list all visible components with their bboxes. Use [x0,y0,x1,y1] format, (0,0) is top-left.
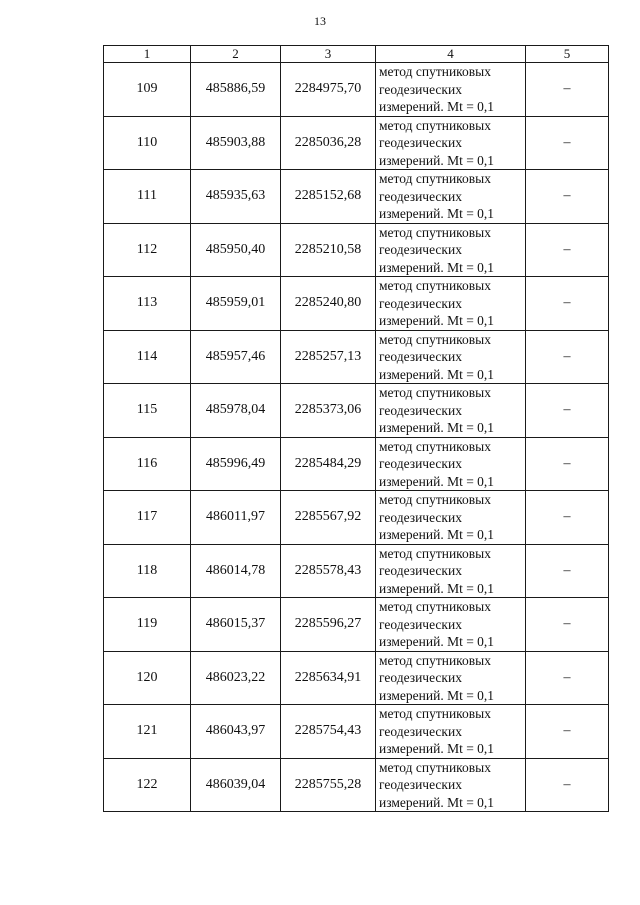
table-row [104,651,609,705]
method-line: метод спутниковых [379,652,491,668]
method-cell [376,170,526,224]
method-line: геодезических [379,242,462,257]
method-line: метод спутниковых [379,331,491,347]
method-line: измерений. Mt = 0,1 [379,99,495,114]
column-header: 5 [526,46,609,63]
point-number-cell: 112 [104,223,191,277]
note-cell: – [526,384,609,438]
method-line: геодезических [379,295,462,311]
x-coordinate-cell: 485935,63 [191,170,281,224]
x-coordinate-cell: 486023,22 [191,651,281,705]
point-number-cell: 110 [104,116,191,170]
point-number-cell: 109 [104,63,191,117]
table-header-row [104,46,609,63]
note-cell: – [526,651,609,705]
method-cell [376,491,526,545]
method-line: геодезических [379,777,462,792]
point-number-cell: 118 [104,544,191,598]
point-number-cell: 111 [104,170,191,224]
method-line: метод спутниковых [379,492,491,507]
point-number-cell: 119 [104,598,191,652]
column-header: 3 [281,46,376,63]
point-number-cell: 116 [104,437,191,491]
method-line: геодезических [379,509,462,525]
x-coordinate-cell: 486014,78 [191,544,281,598]
method-line: геодезических [379,616,462,632]
table-row [104,384,609,438]
table-row [104,437,609,491]
table-row [104,544,609,598]
y-coordinate-cell: 2285257,13 [281,330,376,384]
y-coordinate-cell: 2285755,28 [281,758,376,812]
x-coordinate-cell: 486043,97 [191,705,281,759]
y-coordinate-cell: 2285596,27 [281,598,376,652]
point-number-cell: 121 [104,705,191,759]
method-line: измерений. Mt = 0,1 [379,580,495,596]
y-coordinate-cell: 2285567,92 [281,491,376,545]
note-cell: – [526,63,609,117]
method-line: метод спутниковых [379,706,491,721]
note-cell: – [526,491,609,545]
method-line: геодезических [379,188,462,204]
method-line: геодезических [379,349,462,364]
method-cell [376,598,526,652]
y-coordinate-cell: 2285152,68 [281,170,376,224]
table-row [104,116,609,170]
table-row [104,277,609,331]
note-cell: – [526,116,609,170]
method-line: метод спутниковых [379,385,491,400]
y-coordinate-cell: 2285240,80 [281,277,376,331]
point-number-cell: 122 [104,758,191,812]
method-line: метод спутниковых [379,171,491,186]
method-line: геодезических [379,456,462,471]
y-coordinate-cell: 2285484,29 [281,437,376,491]
y-coordinate-cell: 2285754,43 [281,705,376,759]
x-coordinate-cell: 486015,37 [191,598,281,652]
method-cell [376,330,526,384]
y-coordinate-cell: 2285373,06 [281,384,376,438]
note-cell: – [526,598,609,652]
x-coordinate-cell: 486039,04 [191,758,281,812]
column-header: 2 [191,46,281,63]
method-line: геодезических [379,723,462,739]
table-row [104,491,609,545]
method-cell [376,116,526,170]
method-cell [376,277,526,331]
method-line: метод спутниковых [379,64,491,79]
method-line: метод спутниковых [379,759,491,775]
column-header: 4 [376,46,526,63]
method-cell [376,705,526,759]
method-line: геодезических [379,670,462,685]
x-coordinate-cell: 485950,40 [191,223,281,277]
y-coordinate-cell: 2285036,28 [281,116,376,170]
coordinates-table [103,45,609,812]
method-line: метод спутниковых [379,438,491,454]
point-number-cell: 120 [104,651,191,705]
method-line: геодезических [379,402,462,418]
method-cell [376,544,526,598]
method-line: метод спутниковых [379,224,491,240]
method-cell [376,437,526,491]
x-coordinate-cell: 485996,49 [191,437,281,491]
page-number: 13 [314,14,326,28]
method-line: измерений. Mt = 0,1 [379,259,495,275]
method-line: метод спутниковых [379,545,491,561]
table-row [104,223,609,277]
x-coordinate-cell: 485959,01 [191,277,281,331]
method-cell [376,758,526,812]
method-line: геодезических [379,135,462,150]
point-number-cell: 117 [104,491,191,545]
y-coordinate-cell: 2285210,58 [281,223,376,277]
note-cell: – [526,758,609,812]
x-coordinate-cell: 485903,88 [191,116,281,170]
note-cell: – [526,544,609,598]
note-cell: – [526,277,609,331]
method-line: измерений. Mt = 0,1 [379,313,495,328]
method-line: измерений. Mt = 0,1 [379,473,495,489]
method-line: измерений. Mt = 0,1 [379,687,495,703]
note-cell: – [526,223,609,277]
note-cell: – [526,705,609,759]
table-row [104,170,609,224]
method-line: геодезических [379,563,462,578]
point-number-cell: 114 [104,330,191,384]
method-line: метод спутниковых [379,278,491,293]
method-line: измерений. Mt = 0,1 [379,366,495,382]
method-line: метод спутниковых [379,599,491,614]
method-line: измерений. Mt = 0,1 [379,152,495,168]
x-coordinate-cell: 485886,59 [191,63,281,117]
point-number-cell: 113 [104,277,191,331]
table-row [104,63,609,117]
table-row [104,705,609,759]
x-coordinate-cell: 486011,97 [191,491,281,545]
method-line: измерений. Mt = 0,1 [379,527,495,542]
method-cell [376,223,526,277]
method-cell [376,651,526,705]
x-coordinate-cell: 485957,46 [191,330,281,384]
method-line: метод спутниковых [379,117,491,133]
x-coordinate-cell: 485978,04 [191,384,281,438]
table-row [104,598,609,652]
point-number-cell: 115 [104,384,191,438]
table-body [104,46,609,812]
method-line: измерений. Mt = 0,1 [379,420,495,435]
note-cell: – [526,330,609,384]
method-line: измерений. Mt = 0,1 [379,741,495,756]
note-cell: – [526,437,609,491]
method-cell [376,384,526,438]
table-row [104,758,609,812]
table-row [104,330,609,384]
method-line: измерений. Mt = 0,1 [379,794,495,810]
y-coordinate-cell: 2285634,91 [281,651,376,705]
y-coordinate-cell: 2285578,43 [281,544,376,598]
method-cell [376,63,526,117]
method-line: геодезических [379,81,462,97]
y-coordinate-cell: 2284975,70 [281,63,376,117]
note-cell: – [526,170,609,224]
column-header: 1 [104,46,191,63]
method-line: измерений. Mt = 0,1 [379,634,495,649]
method-line: измерений. Mt = 0,1 [379,206,495,221]
